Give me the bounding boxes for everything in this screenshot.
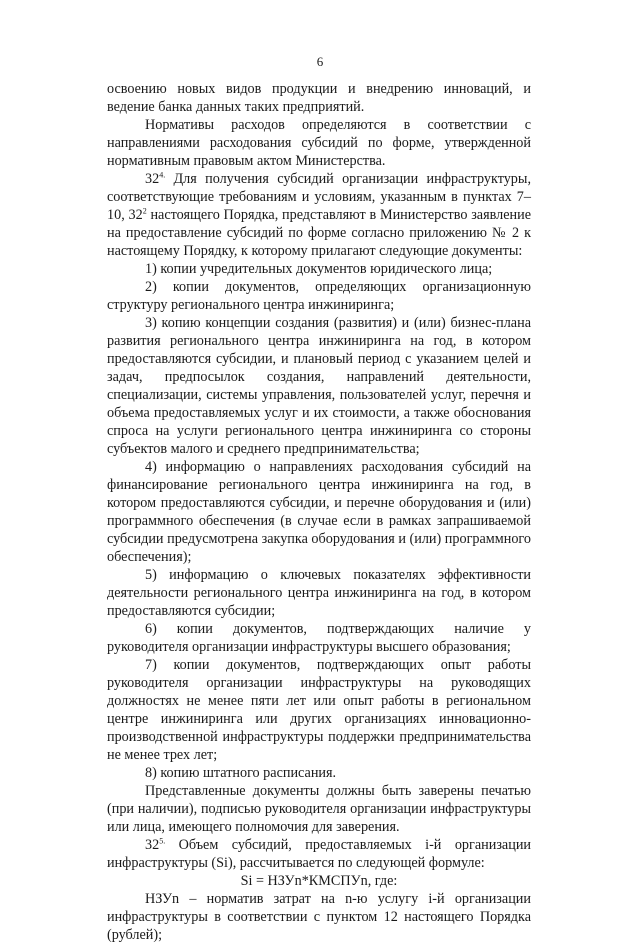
clause-text-b: настоящего Порядка, представляют в Министерство заявление на предоставление субсидий по форме согласно приложению № 2 к настоящему Порядку, к которому прилагают следующие документы: [107,207,531,259]
paragraph-certification: Представленные документы должны быть заверены печатью (при наличии), подписью руководителя организации инфраструктуры или лица, имеющего полномочия для заверения. [107,783,531,835]
list-item-8: 8) копию штатного расписания. [145,765,337,781]
clause-32-4 [107,170,531,260]
list-item-7: 7) копии документов, подтверждающих опыт работы руководителя организации инфраструктуры на руководящих должностях не менее пяти лет или опыт работы в региональном центре инжиниринга или других организациях инновационно-производственной инфраструктуры поддержки предпринимательства не менее трех лет; [107,657,531,763]
page-number: 6 [316,54,324,69]
clause-superscript: 5. [159,836,166,846]
list-item-3: 3) копию концепции создания (развития) и (или) бизнес-плана развития регионального центра инжиниринга на год, в котором предоставляются субсидии, и плановый период с указанием целей и задач, предпосылок создания, направлений деятельности, специализации, системы управления, пользователей услуг, перечня и объема предоставляемых услуг и их стоимости, а также обоснования спроса на услуги регионального центра инжиниринга со стороны субъектов малого и среднего предпринимательства; [107,315,531,457]
formula-definition: НЗУn – норматив затрат на n-ю услугу i-й организации инфраструктуры в соответствии с пунктом 12 настоящего Порядка (рублей); [107,891,531,943]
clause-number: 32 [145,837,160,853]
paragraph-continuation: освоению новых видов продукции и внедрению инноваций, и ведение банка данных таких предприятий. [107,81,531,115]
document-body [107,80,531,944]
clause-superscript: 4. [159,170,166,180]
clause-ref-superscript: 2 [142,206,147,216]
list-item-6: 6) копии документов, подтверждающих наличие у руководителя организации инфраструктуры высшего образования; [107,621,531,655]
clause-text-a: Для получения субсидий организации инфраструктуры, соответствующие требованиям и условиям, указанным в пунктах 7–10, 32 [107,171,531,223]
list-item-4: 4) информацию о направлениях расходования субсидий на финансирование регионального центра инжиниринга на год, в котором предоставляются субсидии, и перечне оборудования и (или) программного обеспечения (в случае если в рамках запрашиваемой субсидии предусмотрена закупка оборудования и (или) программного обеспечения); [107,459,531,565]
clause-number: 32 [145,171,160,187]
formula: Si = НЗУn*КМСПУn, где: [240,873,398,889]
clause-text-a: Объем субсидий, предоставляемых i-й организации инфраструктуры (Si), рассчитывается по следующей формуле: [107,837,531,871]
list-item-1: 1) копии учредительных документов юридического лица; [145,261,493,277]
list-item-5: 5) информацию о ключевых показателях эффективности деятельности регионального центра инжиниринга на год, в котором предоставляются субсидии; [107,567,531,619]
paragraph-norms: Нормативы расходов определяются в соответствии с направлениями расходования субсидий по форме, утвержденной нормативным правовым актом Министерства. [107,117,531,169]
list-item-2: 2) копии документов, определяющих организационную структуру регионального центра инжиниринга; [107,279,531,313]
clause-32-5 [107,836,531,872]
